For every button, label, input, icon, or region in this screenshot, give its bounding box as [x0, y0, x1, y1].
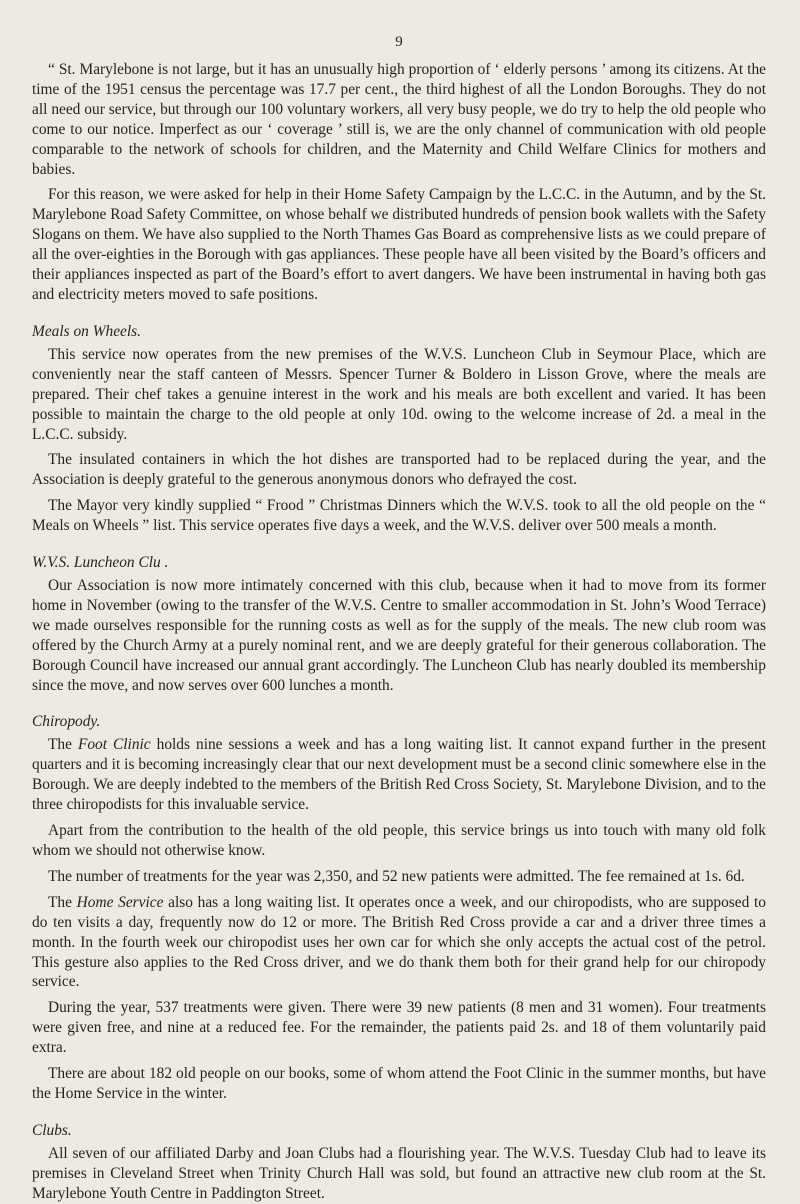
- paragraph: “ St. Marylebone is not large, but it has an unusually high proportion of ‘ elderly persons ’ among its citizens. At the time of the 1951 census the percentage was 17.7 per cent., the third highest of all the London Boroughs. They do not all need our service, but through our 100 voluntary workers, all very busy people, we do try to help the old people who come to our notice. Imperfect as our ‘ coverage ’ still is, we are the only channel of communication with old people comparable to the network of schools for children, and the Maternity and Child Welfare Clinics for mothers and babies.: [32, 61, 766, 178]
- section-heading: Clubs.: [32, 1121, 72, 1139]
- paragraph: During the year, 537 treatments were given. There were 39 new patients (8 men and 31 women). Four treatments were given free, and nine at a reduced fee. For the remainder, the patients paid 2s. and 18 of them voluntarily paid extra.: [32, 999, 766, 1057]
- paragraph: All seven of our affiliated Darby and Joan Clubs had a flourishing year. The W.V.S. Tuesday Club had to leave its premises in Cleveland Street when Trinity Church Hall was sold, but found an attractive new club room at the St. Marylebone Youth Centre in Paddington Street.: [32, 1144, 766, 1202]
- paragraph: Our Association is now more intimately concerned with this club, because when it had to move from its former home in November (owing to the transfer of the W.V.S. Centre to smaller accommodation in St. John’s Wood Terrace) we made ourselves responsible for the running costs as well as for the supply of the meals. The new club room was offered by the Church Army at a purely nominal rent, and we are deeply grateful for their generous collaboration. The Borough Council have increased our annual grant accordingly. The Luncheon Club has nearly doubled its membership since the move, and now serves over 600 lunches a month.: [32, 577, 766, 694]
- section-heading: W.V.S. Luncheon Clu .: [32, 554, 169, 572]
- emphasized-term: Home Service: [76, 893, 164, 911]
- paragraph: There are about 182 old people on our books, some of whom attend the Foot Clinic in the summer months, but have the Home Service in the winter.: [32, 1065, 766, 1102]
- paragraph: The Mayor very kindly supplied “ Frood ” Christmas Dinners which the W.V.S. took to all the old people on the “ Meals on Wheels ” list. This service operates five days a week, and the W.V.S. deliver over 500 meals a month.: [32, 497, 766, 535]
- document-body: [32, 60, 766, 1204]
- paragraph-lead: The: [48, 893, 77, 911]
- page-number: 9: [395, 34, 403, 50]
- paragraph: For this reason, we were asked for help in their Home Safety Campaign by the L.C.C. in the Autumn, and by the St. Marylebone Road Safety Committee, on whose behalf we distributed hundreds of pension book wallets with the Safety Slogans on them. We have also supplied to the North Thames Gas Board as comprehensive lists as we could prepare of all the over-eighties in the Borough with gas appliances. These people have all been visited by the Board’s officers and their appliances inspected as part of the Board’s effort to avert dangers. We have been instrumental in having both gas and electricity meters moved to safe positions.: [32, 186, 766, 303]
- emphasized-term: Foot Clinic: [77, 736, 151, 754]
- paragraph: Apart from the contribution to the health of the old people, this service brings us into touch with many old folk whom we should not otherwise know.: [32, 822, 766, 859]
- paragraph-lead: The: [48, 736, 78, 754]
- paragraph: The number of treatments for the year was 2,350, and 52 new patients were admitted. The fee remained at 1s. 6d.: [48, 867, 745, 885]
- paragraph: The insulated containers in which the hot dishes are transported had to be replaced during the year, and the Association is deeply grateful to the generous anonymous donors who defrayed the cost.: [32, 451, 766, 489]
- paragraph: [32, 735, 766, 815]
- section-heading: Chiropody.: [32, 713, 101, 731]
- section-heading: Meals on Wheels.: [32, 322, 141, 340]
- paragraph-text: also has a long waiting list. It operates once a week, and our chiropodists, who are supposed to do ten visits a day, frequently now do 12 or more. The British Red Cross provide a car and a driver three times a month. In the fourth week our chiropodist uses her own car for which she only accepts the actual cost of the petrol. This gesture also applies to the Red Cross driver, and we do thank them both for their grand help for our chiropody service.: [32, 893, 767, 991]
- paragraph: This service now operates from the new premises of the W.V.S. Luncheon Club in Seymour Place, which are conveniently near the staff canteen of Messrs. Spencer Turner & Boldero in Lisson Grove, where the meals are prepared. Their chef takes a genuine interest in the work and his meals are both excellent and varied. It has been possible to maintain the charge to the old people at only 10d. owing to the welcome increase of 2d. a meal in the L.C.C. subsidy.: [32, 345, 766, 443]
- paragraph-text: holds nine sessions a week and has a long waiting list. It cannot expand further in the present quarters and it is becoming increasingly clear that our next development must be a second clinic somewhere else in the Borough. We are deeply indebted to the members of the British Red Cross Society, St. Marylebone Division, and to the three chiropodists for this invaluable service.: [32, 736, 766, 814]
- paragraph: [32, 893, 766, 993]
